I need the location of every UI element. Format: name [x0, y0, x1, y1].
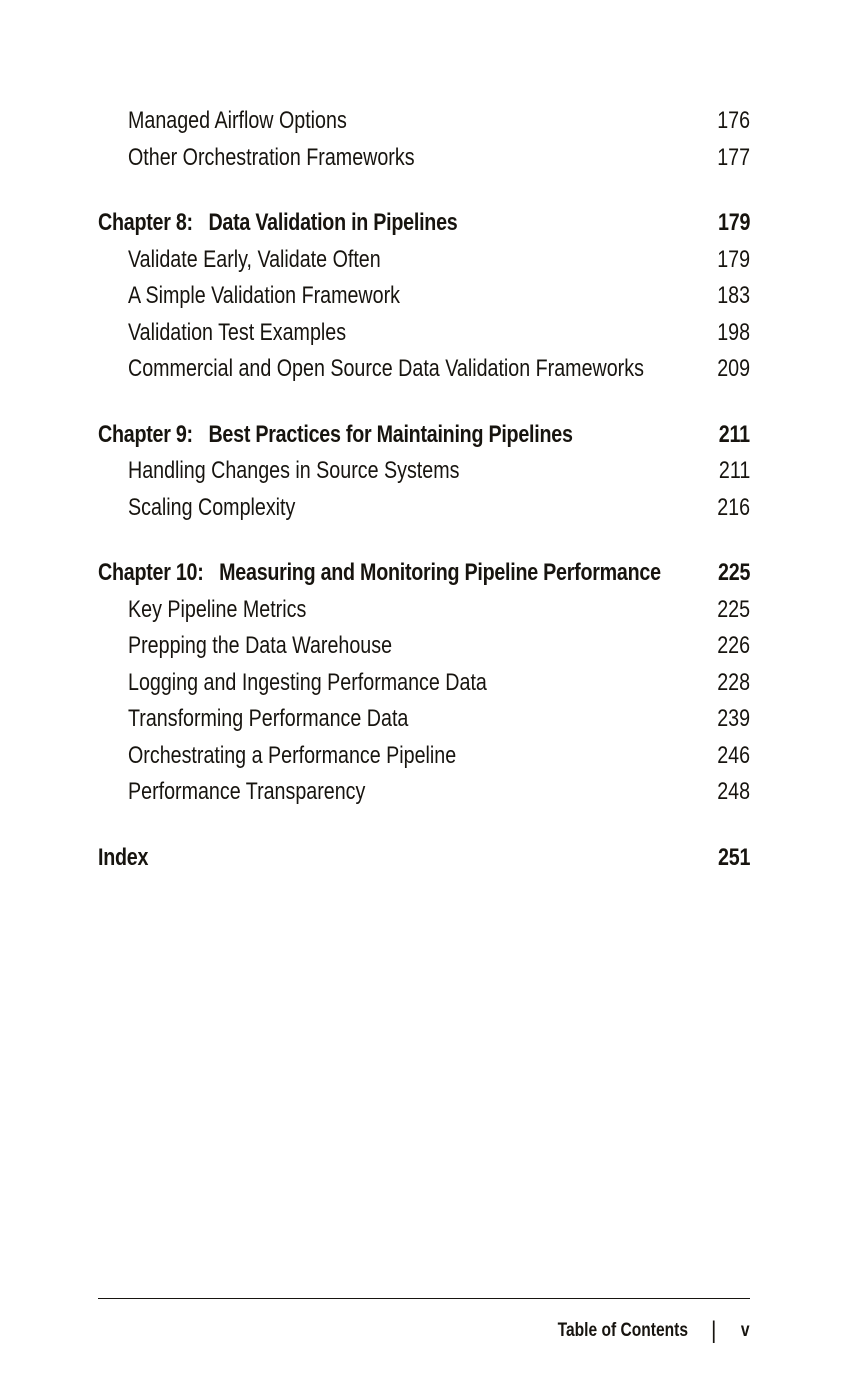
toc-chapter-page-number: 225: [717, 559, 750, 586]
toc-chapter-row[interactable]: [98, 840, 750, 877]
chapter-number-prefix: Chapter 10:: [98, 559, 204, 586]
footer: [529, 1313, 750, 1349]
chapter-title: Best Practices for Maintaining Pipelines: [208, 420, 573, 448]
toc-chapter-label: [98, 555, 661, 592]
toc-entry-page-number: 176: [717, 107, 750, 134]
toc-entry-row[interactable]: [98, 628, 750, 665]
chapter-title: Index: [98, 843, 149, 871]
footer-rule: [98, 1298, 750, 1299]
toc-entry-row[interactable]: [98, 315, 750, 352]
toc-chapter-row[interactable]: [98, 555, 750, 592]
toc-entry-row[interactable]: [98, 665, 750, 702]
toc-chapter-row[interactable]: [98, 205, 750, 242]
toc-entry-page-number: 198: [717, 318, 750, 346]
toc-list: [98, 103, 750, 876]
toc-entry-row[interactable]: [98, 140, 750, 177]
toc-chapter-label: [98, 417, 573, 454]
toc-entry-page-number: 239: [717, 705, 750, 732]
toc-group: [98, 205, 750, 388]
toc-entry-row[interactable]: [98, 351, 750, 388]
chapter-title: Data Validation in Pipelines: [208, 209, 458, 236]
toc-entry-row[interactable]: [98, 592, 750, 629]
toc-chapter-label: [98, 205, 457, 242]
toc-entry-label: Transforming Performance Data: [128, 705, 409, 732]
toc-entry-label: Performance Transparency: [128, 778, 366, 805]
toc-entry-page-number: 226: [717, 632, 750, 659]
toc-group: [98, 417, 750, 527]
chapter-number-prefix: Chapter 9:: [98, 420, 193, 448]
chapter-title: Measuring and Monitoring Pipeline Performance: [219, 559, 661, 586]
toc-entry-page-number: 246: [717, 741, 750, 769]
toc-entry-page-number: 211: [718, 457, 750, 484]
toc-entry-label: Other Orchestration Frameworks: [128, 143, 415, 171]
toc-entry-page-number: 225: [717, 595, 750, 623]
toc-entry-label: Prepping the Data Warehouse: [128, 632, 393, 659]
toc-entry-row[interactable]: [98, 490, 750, 527]
toc-entry-row[interactable]: [98, 103, 750, 140]
toc-entry-row[interactable]: [98, 701, 750, 738]
toc-entry-label: Handling Changes in Source Systems: [128, 457, 460, 484]
toc-entry-label: Managed Airflow Options: [128, 107, 347, 134]
footer-section-label: Table of Contents: [557, 1320, 688, 1341]
toc-entry-label: Logging and Ingesting Performance Data: [128, 668, 487, 696]
toc-chapter-row[interactable]: [98, 417, 750, 454]
toc-entry-row[interactable]: [98, 774, 750, 811]
toc-entry-label: A Simple Validation Framework: [128, 282, 400, 309]
toc-chapter-page-number: 179: [717, 209, 750, 236]
toc-entry-page-number: 183: [717, 282, 750, 309]
footer-page-number: v: [741, 1320, 750, 1341]
footer-separator: |: [710, 1317, 717, 1344]
toc-group: [98, 103, 750, 176]
toc-entry-row[interactable]: [98, 453, 750, 490]
toc-entry-label: Validate Early, Validate Often: [128, 245, 381, 273]
toc-entry-label: Commercial and Open Source Data Validation Frameworks: [128, 355, 644, 382]
toc-chapter-page-number: 211: [718, 420, 750, 448]
toc-entry-page-number: 209: [717, 355, 750, 382]
toc-entry-page-number: 248: [717, 778, 750, 805]
toc-entry-label: Validation Test Examples: [128, 318, 347, 346]
toc-entry-page-number: 216: [717, 493, 750, 521]
toc-entry-label: Key Pipeline Metrics: [128, 595, 307, 623]
toc-entry-label: Orchestrating a Performance Pipeline: [128, 741, 457, 769]
toc-entry-page-number: 228: [717, 668, 750, 696]
chapter-number-prefix: Chapter 8:: [98, 209, 193, 236]
toc-entry-row[interactable]: [98, 242, 750, 279]
toc-chapter-page-number: 251: [717, 843, 750, 871]
toc-group: [98, 840, 750, 877]
toc-entry-page-number: 177: [717, 143, 750, 171]
toc-entry-row[interactable]: [98, 738, 750, 775]
toc-group: [98, 555, 750, 811]
toc-entry-page-number: 179: [717, 245, 750, 273]
toc-entry-row[interactable]: [98, 278, 750, 315]
toc-chapter-label: [98, 840, 148, 877]
toc-entry-label: Scaling Complexity: [128, 493, 296, 521]
